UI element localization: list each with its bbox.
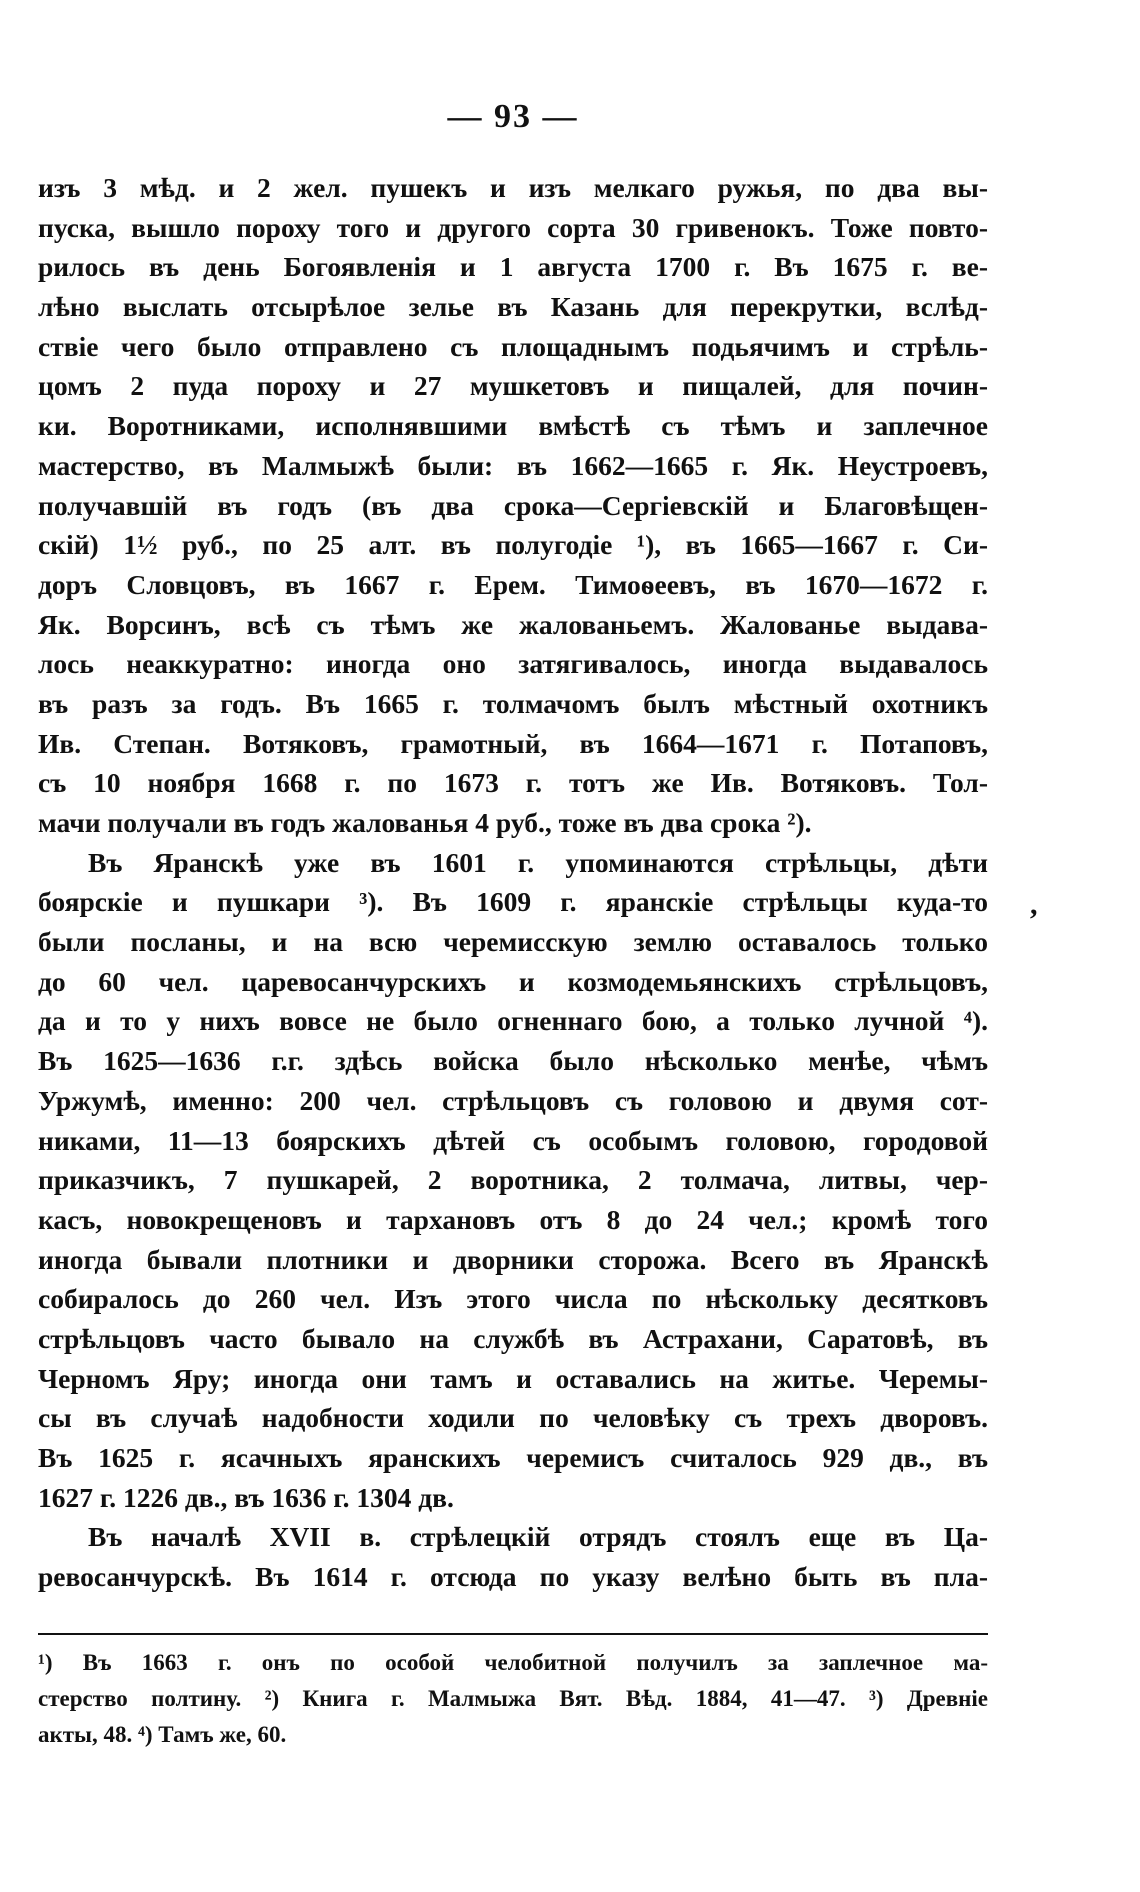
text-line: пуска, вышло пороху того и другого сорта 30 гривенокъ. Тоже повто- bbox=[38, 211, 988, 243]
text-line: были посланы, и на всю черемисскую землю оставалось только bbox=[38, 926, 988, 958]
text-line: въ разъ за годъ. Въ 1665 г. толмачомъ былъ мѣстный охотникъ bbox=[38, 687, 988, 719]
text-line: 1627 г. 1226 дв., въ 1636 г. 1304 дв. bbox=[38, 1481, 454, 1513]
text-line: Ив. Степан. Вотяковъ, грамотный, въ 1664—1671 г. Потаповъ, bbox=[38, 727, 988, 759]
text-line: боярскіе и пушкари ³). Въ 1609 г. яранскіе стрѣльцы куда-то bbox=[38, 886, 988, 918]
text-line: собиралось до 260 чел. Изъ этого числа по нѣскольку десятковъ bbox=[38, 1283, 988, 1315]
margin-mark: , bbox=[1030, 888, 1038, 921]
text-line: Въ 1625 г. ясачныхъ яранскихъ черемисъ считалось 929 дв., въ bbox=[38, 1442, 988, 1473]
text-line: да и то у нихъ вовсе не было огненнаго бою, а только лучной ⁴). bbox=[38, 1005, 988, 1037]
text-line: ствіе чего было отправлено съ площаднымъ подьячимъ и стрѣль- bbox=[38, 330, 988, 362]
footnote-separator bbox=[38, 1633, 988, 1635]
paragraph-start-line: Въ Яранскѣ уже въ 1601 г. упоминаются стрѣльцы, дѣти bbox=[88, 846, 988, 878]
text-line: мачи получали въ годъ жалованья 4 руб., тоже въ два срока ²). bbox=[38, 807, 812, 838]
text-line: сы въ случаѣ надобности ходили по человѣку съ трехъ дворовъ. bbox=[38, 1402, 988, 1434]
text-line: получавшій въ годъ (въ два срока—Сергіевскій и Благовѣщен- bbox=[38, 489, 988, 521]
text-line: лось неаккуратно: иногда оно затягивалось, иногда выдавалось bbox=[38, 648, 988, 680]
text-line: лѣно выслать отсырѣлое зелье въ Казань для перекрутки, вслѣд- bbox=[38, 291, 988, 323]
footnote-line: стерство полтину. ²) Книга г. Малмыжа Вят. Вѣд. 1884, 41—47. ³) Древніе bbox=[38, 1686, 988, 1711]
text-line: рилось въ день Богоявленія и 1 августа 1700 г. Въ 1675 г. ве- bbox=[38, 251, 988, 283]
text-line: никами, 11—13 боярскихъ дѣтей съ особымъ головою, городовой bbox=[38, 1124, 988, 1156]
text-line: мастерство, въ Малмыжѣ были: въ 1662—1665 г. Як. Неустроевъ, bbox=[38, 449, 988, 481]
text-line: касъ, новокрещеновъ и тархановъ отъ 8 до 24 чел.; кромѣ того bbox=[38, 1203, 988, 1235]
text-line: иногда бывали плотники и дворники сторожа. Всего въ Яранскѣ bbox=[38, 1243, 988, 1275]
text-line: скій) 1½ руб., по 25 алт. въ полугодіе ¹), въ 1665—1667 г. Си- bbox=[38, 529, 988, 561]
book-page bbox=[38, 0, 988, 1892]
text-line: Як. Ворсинъ, всѣ съ тѣмъ же жалованьемъ. Жалованье выдава- bbox=[38, 608, 988, 640]
text-line: цомъ 2 пуда пороху и 27 мушкетовъ и пищалей, для почин- bbox=[38, 370, 988, 402]
text-line: ревосанчурскѣ. Въ 1614 г. отсюда по указу велѣно быть въ пла- bbox=[38, 1561, 988, 1593]
footnotes bbox=[38, 1645, 988, 1753]
text-line: съ 10 ноября 1668 г. по 1673 г. тотъ же Ив. Вотяковъ. Тол- bbox=[38, 767, 988, 799]
text-line: Черномъ Яру; иногда они тамъ и оставались на житье. Черемы- bbox=[38, 1362, 988, 1394]
text-line: ки. Воротниками, исполнявшими вмѣстѣ съ тѣмъ и заплечное bbox=[38, 410, 988, 442]
text-line: приказчикъ, 7 пушкарей, 2 воротника, 2 толмача, литвы, чер- bbox=[38, 1164, 988, 1196]
body-text bbox=[38, 168, 988, 1597]
page-number: — 93 — bbox=[447, 98, 579, 135]
text-line: до 60 чел. царевосанчурскихъ и козмодемьянскихъ стрѣльцовъ, bbox=[38, 965, 988, 997]
footnote-line: акты, 48. ⁴) Тамъ же, 60. bbox=[38, 1722, 287, 1747]
text-line: Уржумѣ, именно: 200 чел. стрѣльцовъ съ головою и двумя сот- bbox=[38, 1084, 988, 1116]
footnote-line: ¹) Въ 1663 г. онъ по особой челобитной получилъ за заплечное ма- bbox=[38, 1650, 988, 1675]
text-line: стрѣльцовъ часто бывало на службѣ въ Астрахани, Саратовѣ, въ bbox=[38, 1322, 988, 1354]
text-line: Въ 1625—1636 г.г. здѣсь войска было нѣсколько менѣе, чѣмъ bbox=[38, 1045, 988, 1077]
paragraph-start-line: Въ началѣ XVII в. стрѣлецкій отрядъ стоялъ еще въ Ца- bbox=[88, 1521, 988, 1553]
text-line: доръ Словцовъ, въ 1667 г. Ерем. Тимоѳеевъ, въ 1670—1672 г. bbox=[38, 568, 988, 600]
text-line: изъ 3 мѣд. и 2 жел. пушекъ и изъ мелкаго ружья, по два вы- bbox=[38, 172, 988, 203]
